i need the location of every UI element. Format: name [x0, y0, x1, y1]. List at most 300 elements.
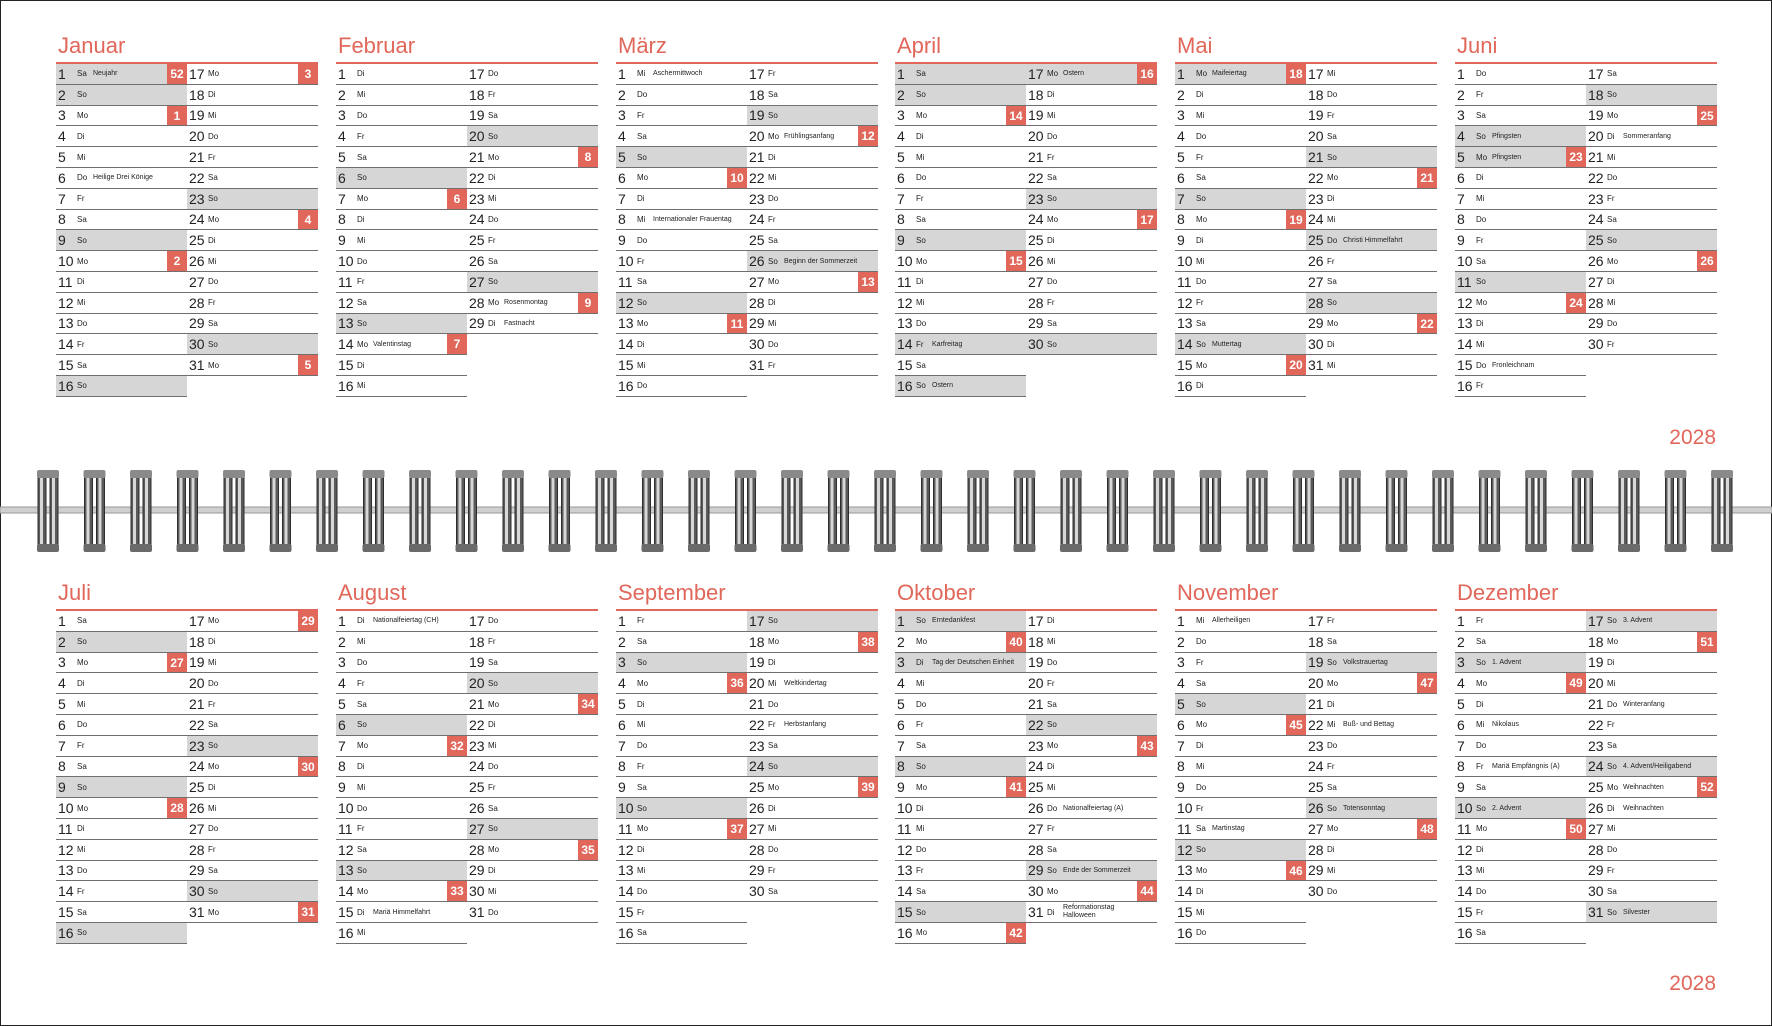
day-row[interactable]	[747, 694, 878, 715]
day-row[interactable]	[1175, 147, 1306, 168]
day-row[interactable]	[336, 798, 467, 819]
day-row[interactable]	[1026, 673, 1157, 694]
day-row[interactable]	[56, 64, 187, 85]
day-row[interactable]	[747, 819, 878, 840]
day-row[interactable]	[56, 798, 187, 819]
day-row[interactable]	[1455, 757, 1586, 778]
day-row[interactable]	[1026, 653, 1157, 674]
day-row[interactable]	[1026, 902, 1157, 923]
day-row[interactable]	[1026, 85, 1157, 106]
day-row[interactable]	[467, 798, 598, 819]
day-row[interactable]	[747, 293, 878, 314]
day-row[interactable]	[56, 777, 187, 798]
day-row[interactable]	[56, 923, 187, 944]
day-row[interactable]	[747, 189, 878, 210]
day-row[interactable]	[1306, 189, 1437, 210]
day-row[interactable]	[616, 293, 747, 314]
day-row[interactable]	[616, 757, 747, 778]
day-row[interactable]	[336, 736, 467, 757]
day-row[interactable]	[187, 334, 318, 355]
day-row[interactable]	[187, 106, 318, 127]
day-row[interactable]	[187, 798, 318, 819]
day-row[interactable]	[747, 653, 878, 674]
day-row[interactable]	[1026, 251, 1157, 272]
day-row[interactable]	[895, 272, 1026, 293]
day-row[interactable]	[1175, 819, 1306, 840]
day-row[interactable]	[895, 189, 1026, 210]
day-row[interactable]	[1455, 251, 1586, 272]
day-row[interactable]	[616, 694, 747, 715]
day-row[interactable]	[616, 840, 747, 861]
day-row[interactable]	[895, 923, 1026, 944]
day-row[interactable]	[187, 168, 318, 189]
day-row[interactable]	[1306, 64, 1437, 85]
day-row[interactable]	[1175, 293, 1306, 314]
day-row[interactable]	[616, 777, 747, 798]
day-row[interactable]	[1586, 736, 1717, 757]
day-row[interactable]	[747, 777, 878, 798]
day-row[interactable]	[1306, 715, 1437, 736]
day-row[interactable]	[747, 611, 878, 632]
day-row[interactable]	[1175, 272, 1306, 293]
day-row[interactable]	[616, 673, 747, 694]
day-row[interactable]	[187, 777, 318, 798]
day-row[interactable]	[616, 272, 747, 293]
day-row[interactable]	[336, 210, 467, 231]
day-row[interactable]	[616, 210, 747, 231]
day-row[interactable]	[336, 861, 467, 882]
day-row[interactable]	[336, 694, 467, 715]
day-row[interactable]	[1455, 694, 1586, 715]
day-row[interactable]	[1586, 64, 1717, 85]
day-row[interactable]	[895, 147, 1026, 168]
day-row[interactable]	[1026, 293, 1157, 314]
day-row[interactable]	[1586, 798, 1717, 819]
day-row[interactable]	[747, 736, 878, 757]
day-row[interactable]	[336, 673, 467, 694]
day-row[interactable]	[1586, 314, 1717, 335]
day-row[interactable]	[1026, 881, 1157, 902]
day-row[interactable]	[1026, 819, 1157, 840]
day-row[interactable]	[1306, 632, 1437, 653]
day-row[interactable]	[467, 293, 598, 314]
day-row[interactable]	[1175, 314, 1306, 335]
day-row[interactable]	[747, 64, 878, 85]
day-row[interactable]	[895, 230, 1026, 251]
day-row[interactable]	[1175, 840, 1306, 861]
day-row[interactable]	[56, 272, 187, 293]
day-row[interactable]	[56, 314, 187, 335]
day-row[interactable]	[1175, 902, 1306, 923]
day-row[interactable]	[187, 757, 318, 778]
day-row[interactable]	[467, 694, 598, 715]
day-row[interactable]	[187, 611, 318, 632]
day-row[interactable]	[1175, 632, 1306, 653]
day-row[interactable]	[56, 106, 187, 127]
day-row[interactable]	[56, 376, 187, 397]
day-row[interactable]	[1175, 798, 1306, 819]
day-row[interactable]	[1175, 355, 1306, 376]
day-row[interactable]	[1175, 694, 1306, 715]
day-row[interactable]	[747, 168, 878, 189]
day-row[interactable]	[56, 355, 187, 376]
day-row[interactable]	[747, 632, 878, 653]
day-row[interactable]	[467, 715, 598, 736]
day-row[interactable]	[1586, 106, 1717, 127]
day-row[interactable]	[1455, 902, 1586, 923]
day-row[interactable]	[747, 147, 878, 168]
day-row[interactable]	[1306, 272, 1437, 293]
day-row[interactable]	[187, 819, 318, 840]
day-row[interactable]	[1455, 611, 1586, 632]
day-row[interactable]	[467, 819, 598, 840]
day-row[interactable]	[747, 881, 878, 902]
day-row[interactable]	[1586, 819, 1717, 840]
day-row[interactable]	[747, 126, 878, 147]
day-row[interactable]	[1586, 694, 1717, 715]
day-row[interactable]	[336, 376, 467, 397]
day-row[interactable]	[1026, 777, 1157, 798]
day-row[interactable]	[56, 715, 187, 736]
day-row[interactable]	[56, 293, 187, 314]
day-row[interactable]	[1586, 293, 1717, 314]
day-row[interactable]	[1455, 673, 1586, 694]
day-row[interactable]	[1175, 715, 1306, 736]
day-row[interactable]	[895, 126, 1026, 147]
day-row[interactable]	[1586, 881, 1717, 902]
day-row[interactable]	[1306, 168, 1437, 189]
day-row[interactable]	[895, 757, 1026, 778]
day-row[interactable]	[467, 210, 598, 231]
day-row[interactable]	[1586, 189, 1717, 210]
day-row[interactable]	[1175, 106, 1306, 127]
day-row[interactable]	[1175, 168, 1306, 189]
day-row[interactable]	[1306, 840, 1437, 861]
day-row[interactable]	[56, 189, 187, 210]
day-row[interactable]	[616, 334, 747, 355]
day-row[interactable]	[616, 715, 747, 736]
day-row[interactable]	[616, 314, 747, 335]
day-row[interactable]	[616, 736, 747, 757]
day-row[interactable]	[187, 881, 318, 902]
day-row[interactable]	[56, 736, 187, 757]
day-row[interactable]	[1306, 653, 1437, 674]
day-row[interactable]	[467, 777, 598, 798]
day-row[interactable]	[467, 840, 598, 861]
day-row[interactable]	[336, 881, 467, 902]
day-row[interactable]	[1026, 126, 1157, 147]
day-row[interactable]	[1175, 757, 1306, 778]
day-row[interactable]	[1455, 861, 1586, 882]
day-row[interactable]	[895, 861, 1026, 882]
day-row[interactable]	[1586, 147, 1717, 168]
day-row[interactable]	[1586, 861, 1717, 882]
day-row[interactable]	[895, 840, 1026, 861]
day-row[interactable]	[1455, 736, 1586, 757]
day-row[interactable]	[1306, 611, 1437, 632]
day-row[interactable]	[1455, 168, 1586, 189]
day-row[interactable]	[56, 757, 187, 778]
day-row[interactable]	[1175, 85, 1306, 106]
day-row[interactable]	[1175, 189, 1306, 210]
day-row[interactable]	[895, 881, 1026, 902]
day-row[interactable]	[616, 653, 747, 674]
day-row[interactable]	[187, 840, 318, 861]
day-row[interactable]	[747, 230, 878, 251]
day-row[interactable]	[336, 653, 467, 674]
day-row[interactable]	[56, 881, 187, 902]
day-row[interactable]	[1455, 64, 1586, 85]
day-row[interactable]	[895, 168, 1026, 189]
day-row[interactable]	[56, 251, 187, 272]
day-row[interactable]	[187, 694, 318, 715]
day-row[interactable]	[895, 653, 1026, 674]
day-row[interactable]	[1026, 632, 1157, 653]
day-row[interactable]	[1455, 126, 1586, 147]
day-row[interactable]	[895, 251, 1026, 272]
day-row[interactable]	[1175, 251, 1306, 272]
day-row[interactable]	[1026, 64, 1157, 85]
day-row[interactable]	[1026, 798, 1157, 819]
day-row[interactable]	[336, 334, 467, 355]
day-row[interactable]	[187, 355, 318, 376]
day-row[interactable]	[336, 293, 467, 314]
day-row[interactable]	[1586, 611, 1717, 632]
day-row[interactable]	[1306, 210, 1437, 231]
day-row[interactable]	[1175, 611, 1306, 632]
day-row[interactable]	[56, 611, 187, 632]
day-row[interactable]	[616, 923, 747, 944]
day-row[interactable]	[1306, 355, 1437, 376]
day-row[interactable]	[1455, 210, 1586, 231]
day-row[interactable]	[1306, 736, 1437, 757]
day-row[interactable]	[336, 757, 467, 778]
day-row[interactable]	[1026, 106, 1157, 127]
day-row[interactable]	[187, 736, 318, 757]
day-row[interactable]	[1175, 861, 1306, 882]
day-row[interactable]	[467, 189, 598, 210]
day-row[interactable]	[1306, 106, 1437, 127]
day-row[interactable]	[747, 314, 878, 335]
day-row[interactable]	[1455, 376, 1586, 397]
day-row[interactable]	[1026, 210, 1157, 231]
day-row[interactable]	[1306, 861, 1437, 882]
day-row[interactable]	[336, 64, 467, 85]
day-row[interactable]	[747, 272, 878, 293]
day-row[interactable]	[467, 757, 598, 778]
day-row[interactable]	[187, 293, 318, 314]
day-row[interactable]	[1306, 147, 1437, 168]
day-row[interactable]	[1455, 230, 1586, 251]
day-row[interactable]	[187, 632, 318, 653]
day-row[interactable]	[1175, 210, 1306, 231]
day-row[interactable]	[467, 861, 598, 882]
day-row[interactable]	[336, 923, 467, 944]
day-row[interactable]	[56, 673, 187, 694]
day-row[interactable]	[187, 861, 318, 882]
day-row[interactable]	[336, 230, 467, 251]
day-row[interactable]	[1455, 923, 1586, 944]
day-row[interactable]	[56, 168, 187, 189]
day-row[interactable]	[1026, 189, 1157, 210]
day-row[interactable]	[1306, 314, 1437, 335]
day-row[interactable]	[336, 189, 467, 210]
day-row[interactable]	[1586, 840, 1717, 861]
day-row[interactable]	[336, 85, 467, 106]
day-row[interactable]	[747, 757, 878, 778]
day-row[interactable]	[1455, 147, 1586, 168]
day-row[interactable]	[56, 902, 187, 923]
day-row[interactable]	[895, 736, 1026, 757]
day-row[interactable]	[336, 355, 467, 376]
day-row[interactable]	[187, 673, 318, 694]
day-row[interactable]	[616, 355, 747, 376]
day-row[interactable]	[467, 272, 598, 293]
day-row[interactable]	[616, 147, 747, 168]
day-row[interactable]	[895, 632, 1026, 653]
day-row[interactable]	[616, 126, 747, 147]
day-row[interactable]	[187, 314, 318, 335]
day-row[interactable]	[1455, 355, 1586, 376]
day-row[interactable]	[1586, 210, 1717, 231]
day-row[interactable]	[1026, 840, 1157, 861]
day-row[interactable]	[336, 902, 467, 923]
day-row[interactable]	[336, 819, 467, 840]
day-row[interactable]	[747, 334, 878, 355]
day-row[interactable]	[336, 147, 467, 168]
day-row[interactable]	[895, 355, 1026, 376]
day-row[interactable]	[747, 85, 878, 106]
day-row[interactable]	[336, 715, 467, 736]
day-row[interactable]	[1026, 230, 1157, 251]
day-row[interactable]	[1175, 334, 1306, 355]
day-row[interactable]	[616, 632, 747, 653]
day-row[interactable]	[895, 334, 1026, 355]
day-row[interactable]	[1586, 902, 1717, 923]
day-row[interactable]	[747, 106, 878, 127]
day-row[interactable]	[467, 147, 598, 168]
day-row[interactable]	[1455, 189, 1586, 210]
day-row[interactable]	[895, 715, 1026, 736]
day-row[interactable]	[1306, 694, 1437, 715]
day-row[interactable]	[1306, 293, 1437, 314]
day-row[interactable]	[467, 251, 598, 272]
day-row[interactable]	[187, 902, 318, 923]
day-row[interactable]	[616, 376, 747, 397]
day-row[interactable]	[1586, 334, 1717, 355]
day-row[interactable]	[56, 210, 187, 231]
day-row[interactable]	[1175, 777, 1306, 798]
day-row[interactable]	[895, 673, 1026, 694]
day-row[interactable]	[1026, 861, 1157, 882]
day-row[interactable]	[187, 715, 318, 736]
day-row[interactable]	[616, 251, 747, 272]
day-row[interactable]	[1306, 777, 1437, 798]
day-row[interactable]	[1586, 85, 1717, 106]
day-row[interactable]	[467, 126, 598, 147]
day-row[interactable]	[336, 611, 467, 632]
day-row[interactable]	[467, 902, 598, 923]
day-row[interactable]	[467, 168, 598, 189]
day-row[interactable]	[1026, 272, 1157, 293]
day-row[interactable]	[1026, 168, 1157, 189]
day-row[interactable]	[895, 106, 1026, 127]
day-row[interactable]	[1306, 334, 1437, 355]
day-row[interactable]	[1455, 777, 1586, 798]
day-row[interactable]	[616, 106, 747, 127]
day-row[interactable]	[1306, 757, 1437, 778]
day-row[interactable]	[1586, 777, 1717, 798]
day-row[interactable]	[1026, 611, 1157, 632]
day-row[interactable]	[56, 632, 187, 653]
day-row[interactable]	[1455, 272, 1586, 293]
day-row[interactable]	[616, 881, 747, 902]
day-row[interactable]	[187, 272, 318, 293]
day-row[interactable]	[616, 861, 747, 882]
day-row[interactable]	[56, 334, 187, 355]
day-row[interactable]	[1586, 272, 1717, 293]
day-row[interactable]	[1455, 106, 1586, 127]
day-row[interactable]	[187, 126, 318, 147]
day-row[interactable]	[467, 230, 598, 251]
day-row[interactable]	[1455, 840, 1586, 861]
day-row[interactable]	[1175, 126, 1306, 147]
day-row[interactable]	[56, 85, 187, 106]
day-row[interactable]	[56, 819, 187, 840]
day-row[interactable]	[336, 251, 467, 272]
day-row[interactable]	[1455, 653, 1586, 674]
day-row[interactable]	[467, 736, 598, 757]
day-row[interactable]	[336, 777, 467, 798]
day-row[interactable]	[1026, 757, 1157, 778]
day-row[interactable]	[895, 314, 1026, 335]
day-row[interactable]	[467, 64, 598, 85]
day-row[interactable]	[187, 251, 318, 272]
day-row[interactable]	[1455, 85, 1586, 106]
day-row[interactable]	[1455, 632, 1586, 653]
day-row[interactable]	[1026, 736, 1157, 757]
day-row[interactable]	[895, 293, 1026, 314]
day-row[interactable]	[467, 881, 598, 902]
day-row[interactable]	[1306, 126, 1437, 147]
day-row[interactable]	[747, 251, 878, 272]
day-row[interactable]	[895, 777, 1026, 798]
day-row[interactable]	[747, 355, 878, 376]
day-row[interactable]	[187, 653, 318, 674]
day-row[interactable]	[895, 798, 1026, 819]
day-row[interactable]	[1455, 334, 1586, 355]
day-row[interactable]	[616, 85, 747, 106]
day-row[interactable]	[56, 126, 187, 147]
day-row[interactable]	[747, 840, 878, 861]
day-row[interactable]	[187, 64, 318, 85]
day-row[interactable]	[56, 861, 187, 882]
day-row[interactable]	[56, 230, 187, 251]
day-row[interactable]	[1306, 673, 1437, 694]
day-row[interactable]	[1175, 376, 1306, 397]
day-row[interactable]	[895, 85, 1026, 106]
day-row[interactable]	[895, 819, 1026, 840]
day-row[interactable]	[187, 147, 318, 168]
day-row[interactable]	[1306, 251, 1437, 272]
day-row[interactable]	[467, 106, 598, 127]
day-row[interactable]	[467, 314, 598, 335]
day-row[interactable]	[616, 64, 747, 85]
day-row[interactable]	[1175, 64, 1306, 85]
day-row[interactable]	[1175, 881, 1306, 902]
day-row[interactable]	[56, 653, 187, 674]
day-row[interactable]	[1175, 673, 1306, 694]
